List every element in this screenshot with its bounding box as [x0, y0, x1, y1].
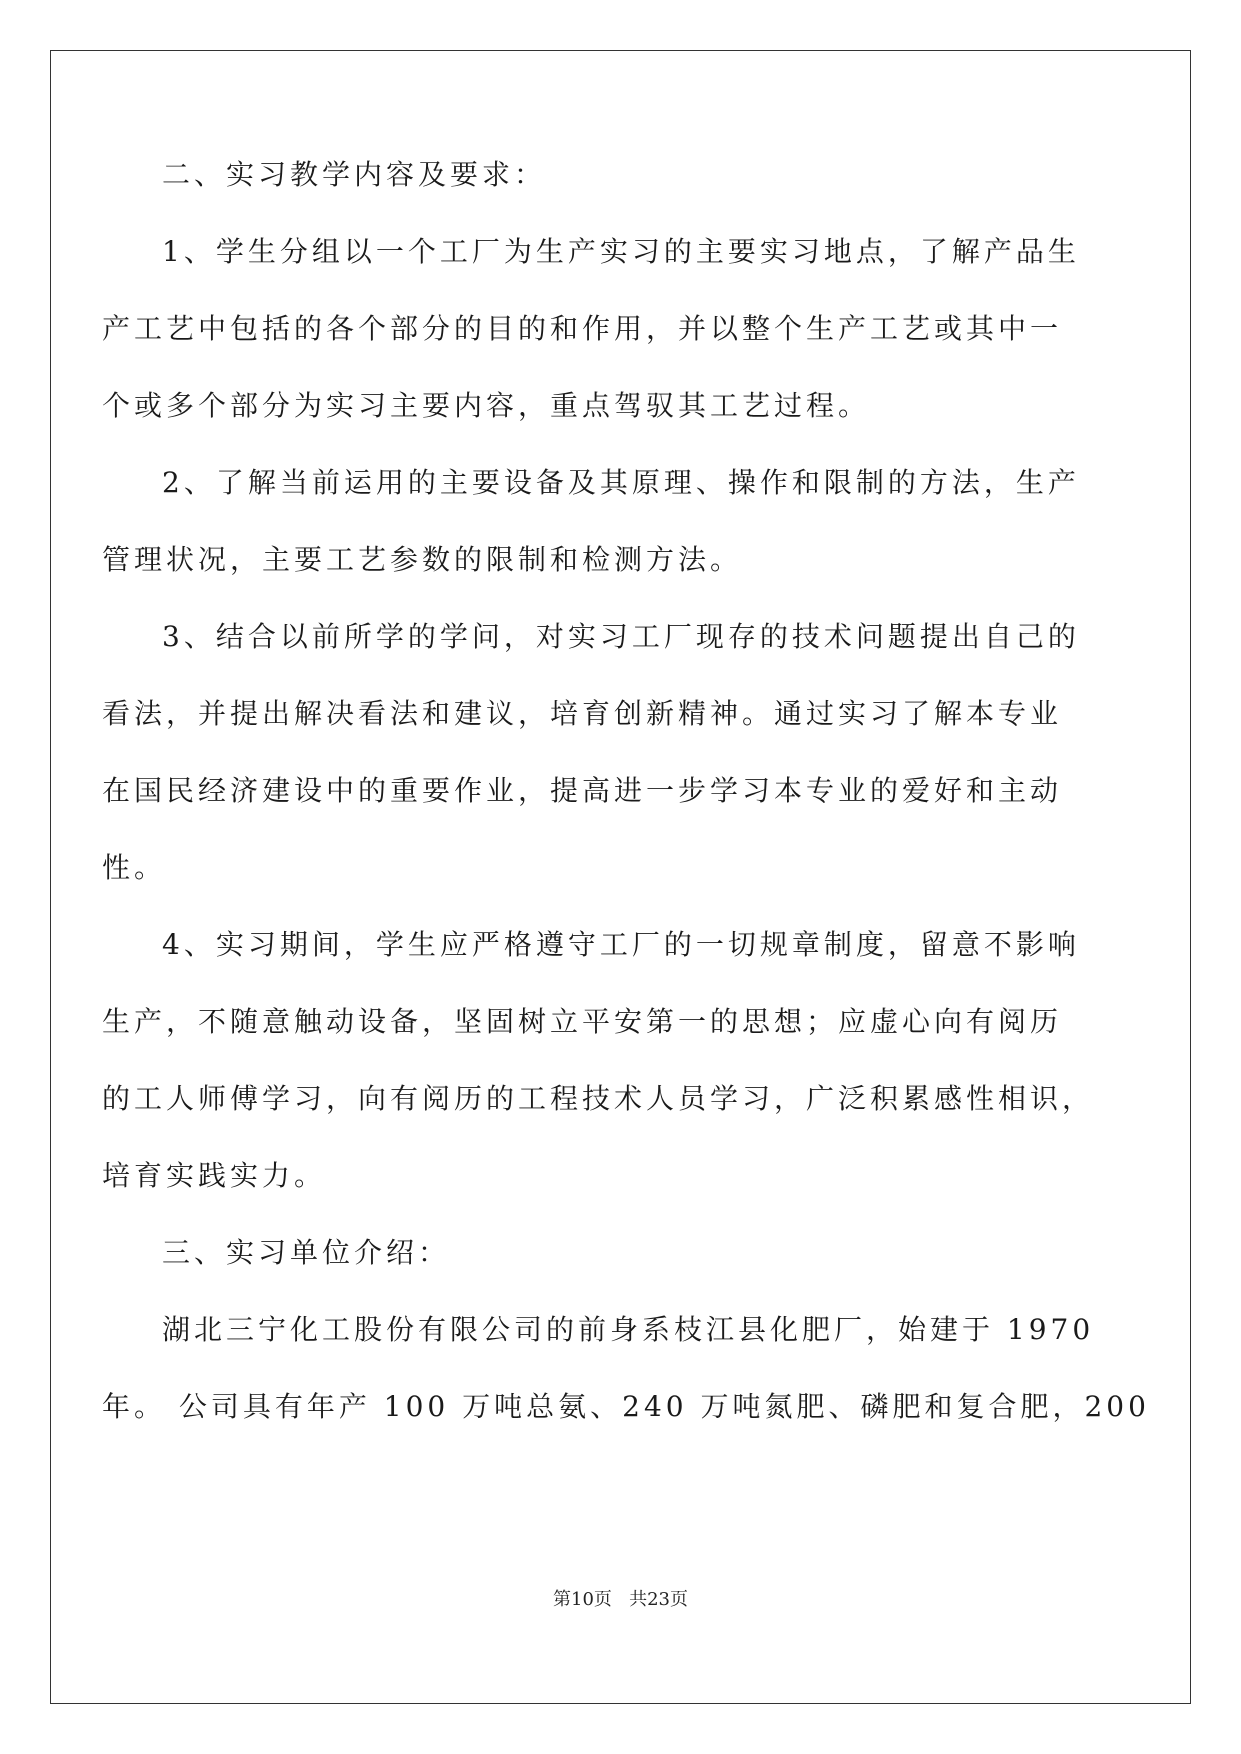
paragraph-line: 产工艺中包括的各个部分的目的和作用，并以整个生产工艺或其中一: [102, 312, 1063, 345]
paragraph-line: 生产，不随意触动设备，坚固树立平安第一的思想；应虚心向有阅历: [102, 1005, 1063, 1038]
paragraph-line: 2、了解当前运用的主要设备及其原理、操作和限制的方法，生产: [162, 466, 1080, 499]
paragraph-line: 的工人师傅学习，向有阅历的工程技术人员学习，广泛积累感性相识，: [102, 1082, 1095, 1115]
paragraph-line: 在国民经济建设中的重要作业，提高进一步学习本专业的爱好和主动: [102, 774, 1063, 807]
section-heading-3: 三、实习单位介绍：: [162, 1236, 451, 1269]
page-border: [50, 50, 1191, 1704]
paragraph-line: 4、实习期间，学生应严格遵守工厂的一切规章制度，留意不影响: [162, 928, 1080, 961]
paragraph-line: 看法，并提出解决看法和建议，培育创新精神。通过实习了解本专业: [102, 697, 1063, 730]
paragraph-line: 培育实践实力。: [102, 1159, 327, 1192]
paragraph-line: 1、学生分组以一个工厂为生产实习的主要实习地点，了解产品生: [162, 235, 1080, 268]
paragraph-line: 管理状况，主要工艺参数的限制和检测方法。: [102, 543, 743, 576]
paragraph-line: 个或多个部分为实习主要内容，重点驾驭其工艺过程。: [102, 389, 871, 422]
paragraph-line: 年。 公司具有年产 100 万吨总氨、240 万吨氮肥、磷肥和复合肥，200: [102, 1390, 1150, 1423]
section-heading-2: 二、实习教学内容及要求：: [162, 158, 547, 191]
paragraph-line: 3、结合以前所学的学问，对实习工厂现存的技术问题提出自己的: [162, 620, 1080, 653]
page-number-footer: 第10页 共23页: [553, 1589, 688, 1610]
paragraph-line: 湖北三宁化工股份有限公司的前身系枝江县化肥厂，始建于 1970: [162, 1313, 1095, 1346]
paragraph-line: 性。: [102, 851, 167, 884]
